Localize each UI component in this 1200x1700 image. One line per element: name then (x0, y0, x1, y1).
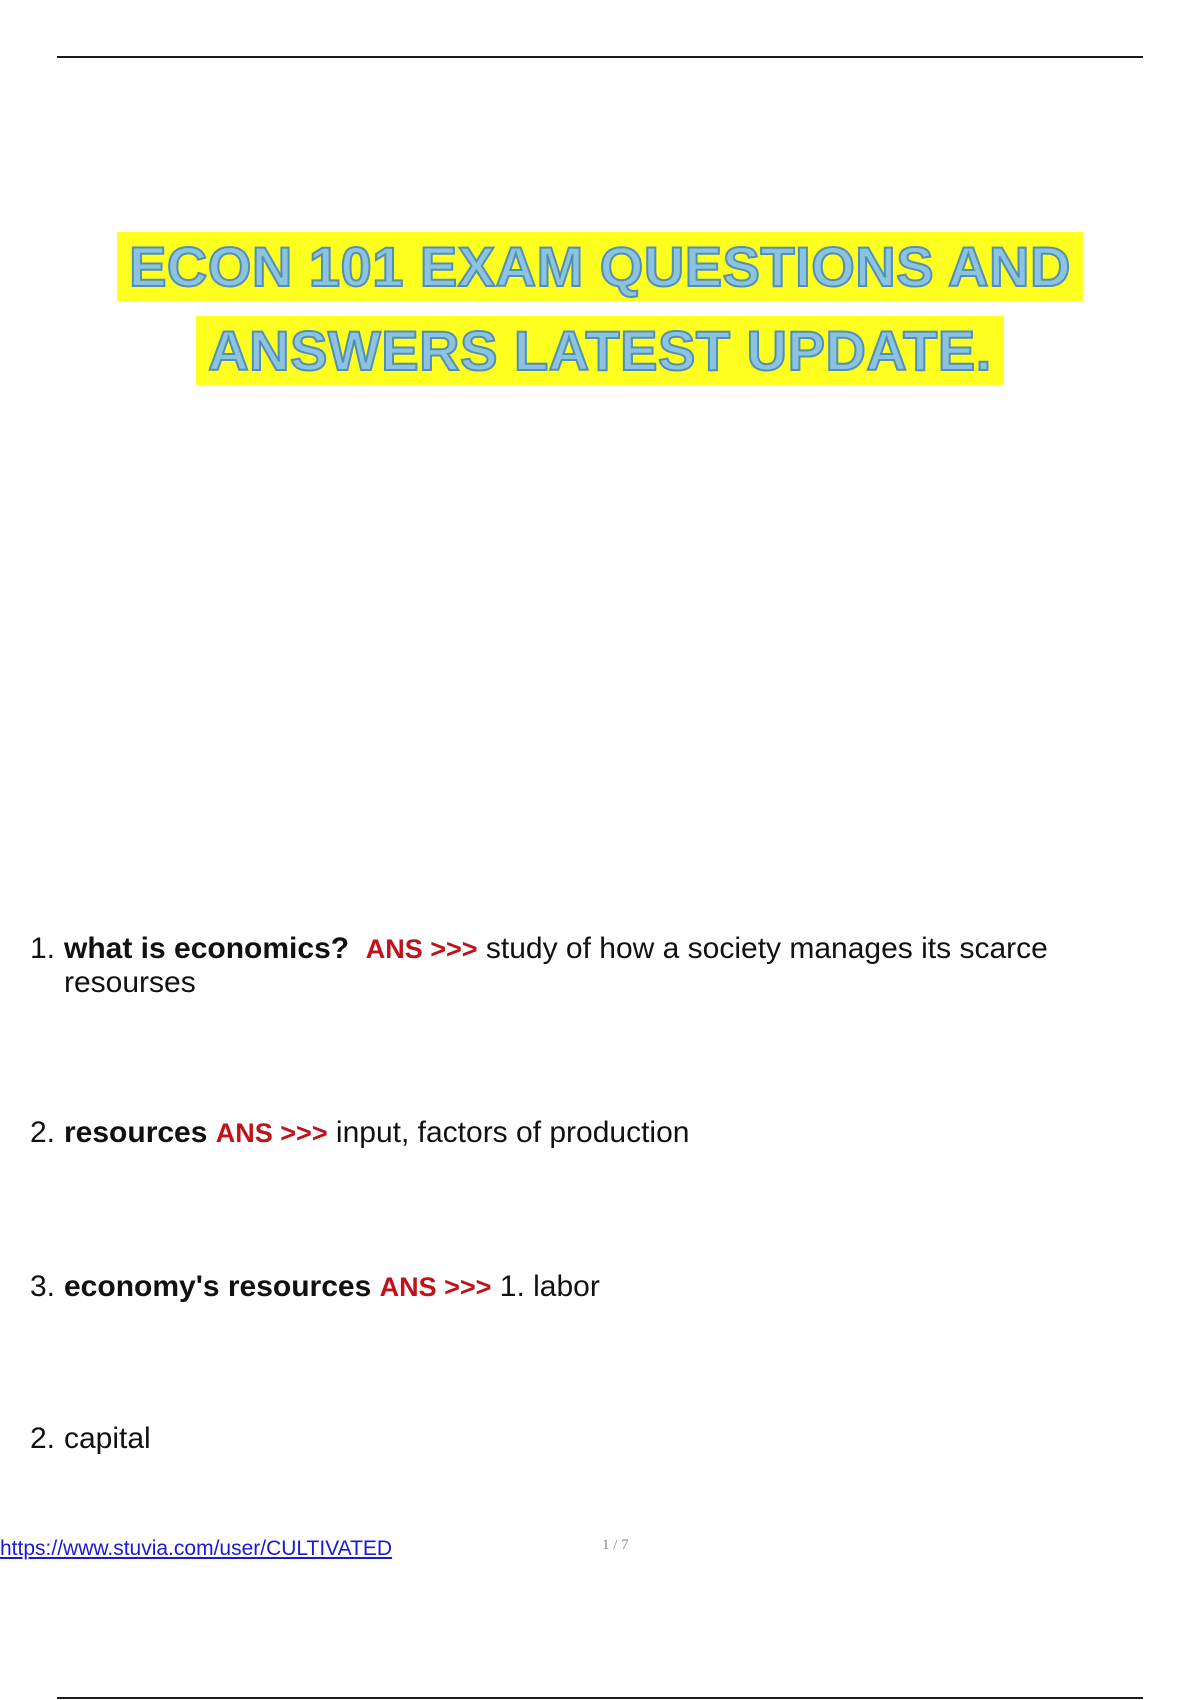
qa-item-3 (30, 1270, 1150, 1304)
qa-item-2 (30, 1116, 1150, 1150)
question-text: what is economics? (64, 932, 350, 965)
page-number: 1 / 7 (602, 1537, 629, 1553)
item-number: 3. (30, 1270, 56, 1303)
question-text: economy's resources (64, 1270, 372, 1303)
answer-marker: ANS >>> (379, 1272, 492, 1302)
answer-text: study of how a society manages its scarce (477, 932, 1048, 965)
item-number: 2. (30, 1422, 56, 1455)
title-line-2: ANSWERS LATEST UPDATE. (196, 316, 1004, 385)
qa-item-1 (30, 932, 1150, 1000)
title-line-1: ECON 101 EXAM QUESTIONS AND (117, 232, 1083, 301)
answer-text: input, factors of production (327, 1116, 690, 1149)
answer-marker: ANS >>> (365, 934, 478, 964)
list-text: capital (64, 1422, 151, 1455)
question-text: resources (64, 1116, 208, 1149)
item-number: 1. (30, 932, 56, 965)
answer-text-continued: resourses (64, 966, 196, 999)
item-number: 2. (30, 1116, 56, 1149)
bottom-divider (57, 1697, 1143, 1699)
answer-text: 1. labor (491, 1270, 600, 1303)
answer-marker: ANS >>> (215, 1118, 328, 1148)
footer-user-link[interactable]: https://www.stuvia.com/user/CULTIVATED (0, 1537, 393, 1560)
top-divider (57, 56, 1143, 58)
document-title (0, 232, 1200, 400)
qa-item-4 (30, 1422, 1150, 1456)
